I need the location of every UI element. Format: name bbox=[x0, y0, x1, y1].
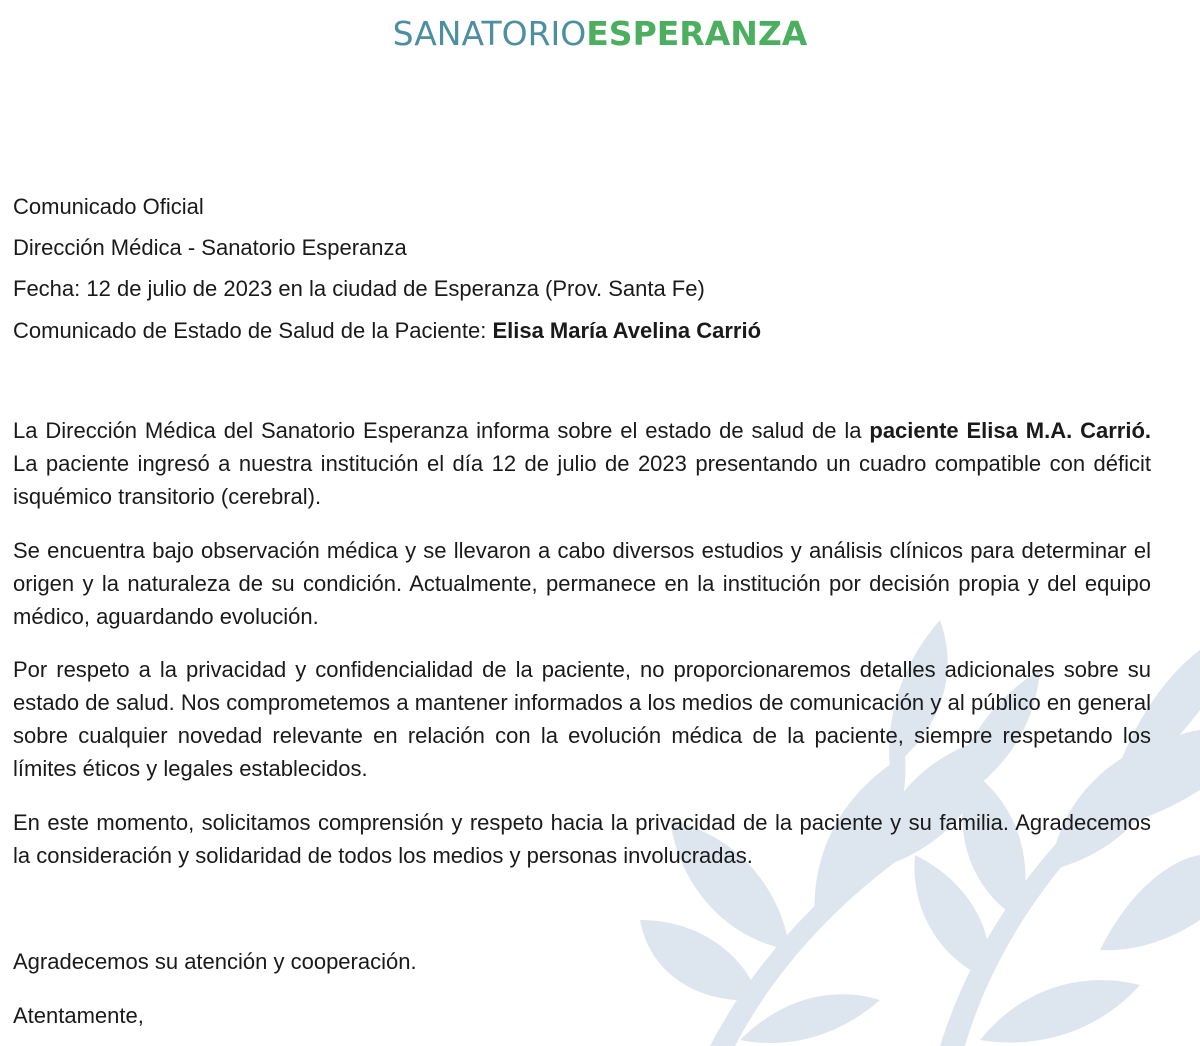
sanatorio-logo bbox=[0, 12, 1200, 56]
logo-text-sanatorio: SANATORIO bbox=[392, 14, 587, 53]
header-department: Dirección Médica - Sanatorio Esperanza bbox=[13, 235, 407, 260]
header-subject bbox=[13, 317, 761, 345]
paragraph-1-start: La Dirección Médica del Sanatorio Esperanza informa sobre el estado de salud de la bbox=[13, 418, 870, 443]
logo-text-esperanza: ESPERANZA bbox=[586, 14, 808, 53]
header-date: Fecha: 12 de julio de 2023 en la ciudad de Esperanza (Prov. Santa Fe) bbox=[13, 276, 705, 301]
paragraph-3 bbox=[13, 653, 1151, 785]
paragraph-4 bbox=[13, 806, 1151, 872]
header-title: Comunicado Oficial bbox=[13, 194, 204, 219]
paragraph-1 bbox=[13, 414, 1151, 513]
closing-thanks: Agradecemos su atención y cooperación. bbox=[13, 949, 417, 974]
closing-signoff: Atentamente, bbox=[13, 1003, 144, 1028]
paragraph-1-end: La paciente ingresó a nuestra institución el día 12 de julio de 2023 presentando un cuadro compatible con déficit isquémico transitorio (cerebral). bbox=[13, 451, 1151, 509]
paragraph-2 bbox=[13, 534, 1151, 633]
patient-name: Elisa María Avelina Carrió bbox=[492, 318, 762, 343]
header-subject-prefix: Comunicado de Estado de Salud de la Paciente: bbox=[13, 318, 493, 343]
paragraph-3-text: Por respeto a la privacidad y confidencialidad de la paciente, no proporcionaremos detalles adicionales sobre su estado de salud. Nos comprometemos a mantener informados a los medios de comunicación y al público en general sobre cualquier novedad relevante en relación con la evolución médica de la paciente, siempre respetando los límites éticos y legales establecidos. bbox=[13, 657, 1151, 781]
paragraph-1-bold: paciente Elisa M.A. Carrió. bbox=[869, 418, 1151, 443]
paragraph-2-text: Se encuentra bajo observación médica y se llevaron a cabo diversos estudios y análisis clínicos para determinar el origen y la naturaleza de su condición. Actualmente, permanece en la institución por decisión propia y del equipo médico, aguardando evolución. bbox=[13, 538, 1151, 629]
paragraph-4-text: En este momento, solicitamos comprensión y respeto hacia la privacidad de la paciente y su familia. Agradecemos la consideración y solidaridad de todos los medios y personas involucradas. bbox=[13, 810, 1151, 868]
